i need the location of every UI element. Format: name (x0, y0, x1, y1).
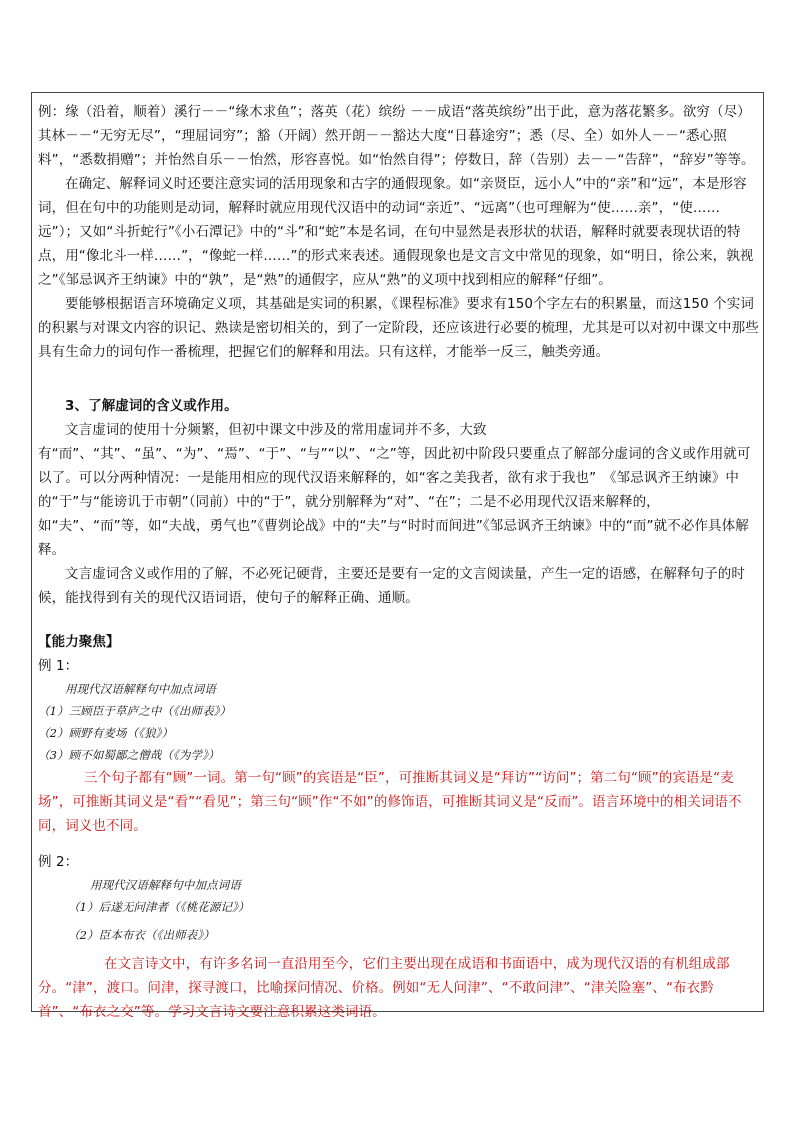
section-3-heading: 3、了解虚词的含义或作用。 (65, 398, 238, 414)
example-2-answer: 在文言诗文中，有许多名词一直沿用至今，它们主要出现在成语和书面语中，成为现代汉语的有机组成部分。“津”，渡口。问津，探寻渡口，比喻探问情况、价格。例如“无人问津”、“不敢问津”、“津关险塞”、“布衣黔首”、“布衣之交”等。学习文言诗文要注意积累这类词语。 (38, 956, 730, 1020)
example-2-item: （2）臣本布衣（《出师表》） (68, 928, 215, 942)
example-1-item: （2）顾野有麦场（《狼》） (38, 726, 174, 740)
example-1-answer: 三个句子都有“顾”一词。第一句“顾”的宾语是“臣”，可推断其词义是“拜访”“访问”；第二句“顾”的宾语是“麦场”，可推断其词义是“看”“看见”；第三句“顾”作“不如”的修饰语，可推断其词义是“反而”。语言环境中的相关词语不同，词义也不同。 (38, 770, 742, 834)
section-3-paragraph-1: 文言虚词的使用十分频繁，但初中课文中涉及的常用虚词并不多，大致有“而”、“其”、“虽”、“为”、“焉”、“于”、“与”“以”、“之”等，因此初中阶段只要重点了解部分虚词的含义或作用就可以了。可以分两种情况：一是能用相应的现代汉语来解释的，如“客之美我者，欲有求于我也” 《邹忌讽齐王纳谏》中的“于”与“能谤讥于市朝”（同前）中的“于”，就分别解释为“对”、“在”；二是不必用现代汉语来解释的，如“夫”、“而”等，如“夫战，勇气也”《曹刿论战》中的“夫”与“时时而间进”《邹忌讽齐王纳谏》中的“而”就不必作具体解释。 (38, 422, 751, 558)
section-3-paragraph-2: 文言虚词含义或作用的了解，不必死记硬背，主要还是要有一定的文言阅读量，产生一定的语感，在解释句子的时候，能找得到有关的现代汉语词语，使句子的解释正确、通顺。 (38, 566, 745, 606)
example-1-item: （1）三顾臣于草庐之中（《出师表》） (38, 704, 232, 718)
example-2-item: （1）后遂无问津者（《桃花源记》） (68, 900, 250, 914)
example-1-label: 例 1： (38, 658, 79, 674)
example-1-instruction: 用现代汉语解释句中加点词语 (65, 682, 216, 696)
example-2-label: 例 2： (38, 854, 79, 870)
intro-paragraph-2: 在确定、解释词义时还要注意实词的活用现象和古字的通假现象。如“亲贤臣，远小人”中的“亲”和“远”，本是形容词，但在句中的功能则是动词，解释时就应用现代汉语中的动词“亲近”、“远离”（也可理解为“使……亲”，“使……远”）；又如“斗折蛇行”《小石潭记》中的“斗”和“蛇”本是名词，在句中显然是表形状的状语，解释时就要表现状语的特点，用“像北斗一样……”，“像蛇一样……”的形式来表述。通假现象也是文言文中常见的现象，如“明日，徐公来，孰视之”《邹忌讽齐王纳谏》中的“孰”，是“熟”的通假字，应从“熟”的义项中找到相应的解释“仔细”。 (38, 176, 754, 288)
intro-paragraph-1: 例：缘（沿着，顺着）溪行－－“缘木求鱼”；落英（花）缤纷 －－成语“落英缤纷”出于此，意为落花繁多。欲穷（尽）其林－－“无穷无尽”，“理屈词穷”；豁（开阔）然开朗－－豁达大度“日暮途穷”；悉（尽、全）如外人－－“悉心照料”，“悉数捐赠”；并怡然自乐－－怡然，形容喜悦。如“怡然自得”；停数日，辞（告别）去－－“告辞”，“辞岁”等等。 (38, 104, 755, 168)
example-1-item: （3）顾不如蜀鄙之僧哉（《为学》） (38, 748, 220, 762)
intro-paragraph-3: 要能够根据语言环境确定义项，其基础是实词的积累，《课程标准》要求有150个字左右的积累量，而这150 个实词的积累与对课文内容的识记、熟读是密切相关的，到了一定阶段，还应该进行必要的梳理，尤其是可以对初中课文中那些具有生命力的词句作一番梳理，把握它们的解释和用法。只有这样，才能举一反三，触类旁通。 (38, 296, 759, 360)
document-body (38, 100, 760, 1024)
example-2-instruction: 用现代汉语解释句中加点词语 (90, 878, 241, 892)
ability-focus-heading: 【能力聚焦】 (38, 634, 120, 650)
